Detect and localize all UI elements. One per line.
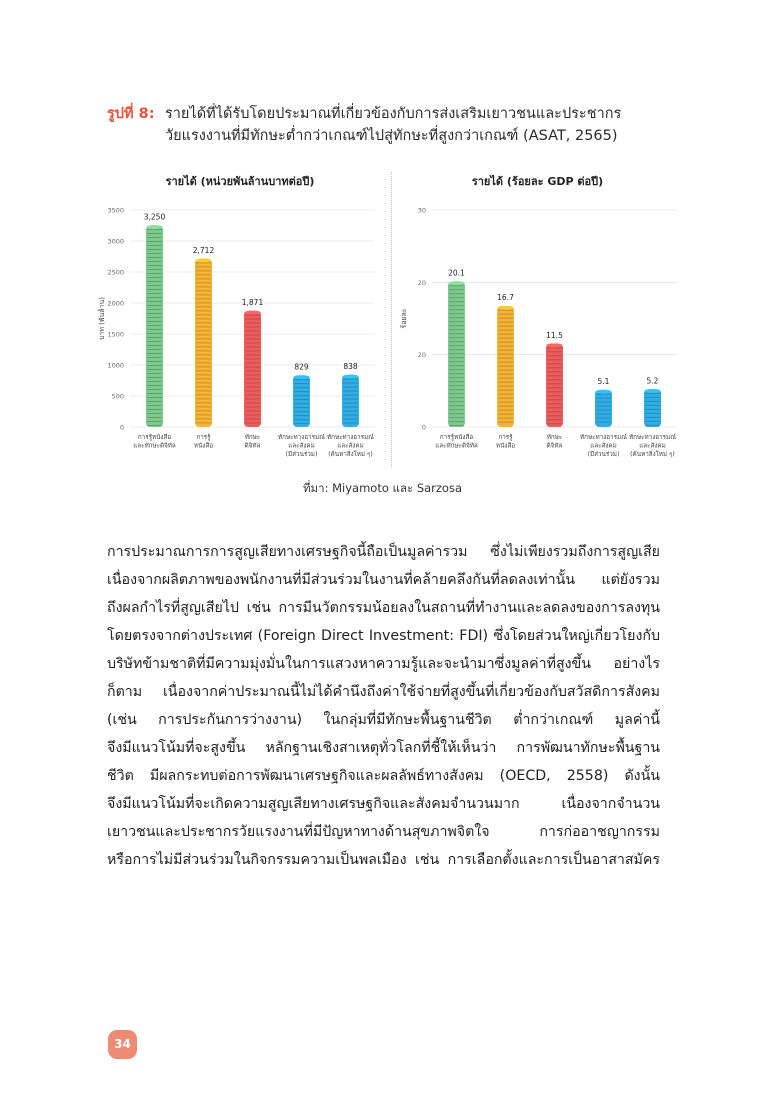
y-tick-label: 30 bbox=[417, 206, 426, 215]
body-line: การประมาณการการสูญเสียทางเศรษฐกิจนี้ถือเป็นมูลค่ารวม ซึ่งไม่เพียงรวมถึงการสูญเสีย bbox=[107, 544, 660, 560]
body-line: บริษัทข้ามชาติที่มีความมุ่งมั่นในการแสวงหาความรู้และจะนำมาซึ่งมูลค่าที่สูงขึ้น อย่างไร bbox=[107, 656, 660, 672]
figure-caption-line-1: รายได้ที่ได้รับโดยประมาณที่เกี่ยวข้องกับการส่งเสริมเยาวชนและประชากร bbox=[165, 106, 622, 122]
bar-cap bbox=[547, 343, 563, 347]
data-label: 11.5 bbox=[546, 330, 563, 340]
y-tick-label: 3500 bbox=[107, 206, 124, 215]
body-line: โดยตรงจากต่างประเทศ (Foreign Direct Investment: FDI) ซึ่งโดยส่วนใหญ่เกี่ยวโยงกับ bbox=[107, 628, 660, 644]
bar-cap bbox=[294, 375, 310, 379]
x-tick-label bbox=[133, 433, 176, 450]
bar-cap bbox=[147, 225, 163, 229]
y-tick-label: 3000 bbox=[107, 237, 124, 246]
y-tick-label: 0 bbox=[119, 423, 124, 432]
x-tick-label-line: ดิจิทัล bbox=[546, 442, 563, 450]
x-tick-label bbox=[245, 434, 261, 450]
body-line: เนื่องจากผลิตภาพของพนักงานที่มีส่วนร่วมในงานที่คล้ายคลึงกันที่ลดลงเท่านั้น แต่ยังรวม bbox=[107, 572, 660, 588]
body-line: (เช่น การประกันการว่างงาน) ในกลุ่มที่มีทักษะพื้นฐานชีวิต ต่ำกว่าเกณฑ์ มูลค่านี้ bbox=[107, 712, 660, 728]
figure-source: ที่มา: Miyamoto และ Sarzosa bbox=[302, 481, 463, 495]
x-tick-label-line: การรู้ bbox=[196, 434, 211, 441]
bar-2 bbox=[497, 306, 514, 427]
x-tick-label-line: การรู้หนังสือ bbox=[439, 434, 474, 441]
bar-4 bbox=[595, 390, 612, 427]
bar-body bbox=[146, 226, 163, 428]
y-axis-title: บาท (พันล้าน) bbox=[98, 296, 106, 341]
x-tick-label-line: (มีส่วนร่วม) bbox=[285, 451, 318, 458]
bar-1 bbox=[448, 281, 465, 427]
chart-left-title: รายได้ (หน่วยพันล้านบาทต่อปี) bbox=[165, 175, 315, 188]
bar-cap bbox=[196, 258, 212, 262]
bar-cap bbox=[449, 281, 465, 285]
bar-3 bbox=[244, 310, 261, 427]
y-tick-label: 2500 bbox=[107, 268, 124, 277]
bar-5 bbox=[644, 389, 661, 427]
bar-body bbox=[595, 390, 612, 427]
x-tick-label-line: หนังสือ bbox=[193, 442, 214, 450]
x-tick-label-line: และสังคม bbox=[639, 442, 666, 450]
data-label: 5.1 bbox=[597, 377, 610, 387]
body-line: ชีวิต มีผลกระทบต่อการพัฒนาเศรษฐกิจและผลลัพธ์ทางสังคม (OECD, 2558) ดังนั้น bbox=[107, 768, 660, 784]
bar-cap bbox=[596, 390, 612, 394]
x-tick-label bbox=[194, 433, 213, 450]
x-tick-label-line: ทักษะทางอารมณ์ bbox=[327, 434, 374, 441]
figure-number: รูปที่ 8: bbox=[107, 106, 155, 122]
data-label: 838 bbox=[343, 362, 358, 372]
chart-left bbox=[90, 195, 380, 480]
y-tick-label: 1000 bbox=[107, 361, 124, 370]
page-number-badge: 34 bbox=[108, 1030, 137, 1059]
x-tick-label-line: ทักษะ bbox=[244, 434, 261, 441]
body-line: จึงมีแนวโน้มที่จะเกิดความสูญเสียทางเศรษฐกิจและสังคมจำนวนมาก เนื่องจากจำนวน bbox=[107, 796, 660, 812]
x-tick-label bbox=[278, 433, 325, 458]
body-line: เยาวชนและประชากรวัยแรงงานที่มีปัญหาทางด้านสุขภาพจิตใจ การก่ออาชญากรรม bbox=[107, 824, 660, 840]
y-tick-label: 20 bbox=[417, 351, 426, 360]
chart-right bbox=[392, 195, 682, 480]
x-tick-label-line: (ค้นหาสิ่งใหม่ ๆ) bbox=[328, 451, 373, 458]
bar-4 bbox=[293, 375, 310, 427]
body-line: จึงมีแนวโน้มที่จะสูงขึ้น หลักฐานเชิงสาเหตุทั่วโลกที่ชี้ให้เห็นว่า การพัฒนาทักษะพื้นฐาน bbox=[107, 740, 660, 756]
data-label: 3,250 bbox=[143, 212, 166, 222]
x-tick-label-line: หนังสือ bbox=[495, 442, 516, 450]
x-tick-label-line: ทักษะทางอารมณ์ bbox=[580, 434, 627, 441]
data-label: 5.2 bbox=[646, 376, 659, 386]
x-tick-label-line: การรู้ bbox=[498, 434, 513, 441]
bar-cap bbox=[343, 375, 359, 379]
x-tick-label-line: ทักษะทางอารมณ์ bbox=[278, 434, 325, 441]
y-tick-label: 2000 bbox=[107, 299, 124, 308]
x-tick-label bbox=[629, 433, 676, 458]
x-tick-label bbox=[580, 433, 627, 458]
bar-2 bbox=[195, 258, 212, 427]
body-line: ก็ตาม เนื่องจากค่าประมาณนี้ไม่ได้คำนึงถึงค่าใช้จ่ายที่สูงขึ้นที่เกี่ยวข้องกับสวัสดิการสังคม bbox=[107, 684, 660, 700]
data-label: 20.1 bbox=[448, 268, 465, 278]
y-tick-label: 20 bbox=[417, 278, 426, 287]
body-line: หรือการไม่มีส่วนร่วมในกิจกรรมความเป็นพลเมือง เช่น การเลือกตั้งและการเป็นอาสาสมัคร bbox=[107, 852, 660, 868]
x-tick-label bbox=[327, 433, 374, 458]
data-label: 1,871 bbox=[241, 297, 264, 307]
bar-5 bbox=[342, 375, 359, 427]
x-tick-label-line: และสังคม bbox=[590, 442, 617, 450]
y-axis-title: ร้อยละ bbox=[400, 308, 408, 329]
x-tick-label-line: ดิจิทัล bbox=[244, 442, 261, 450]
y-tick-label: 1500 bbox=[107, 330, 124, 339]
bar-cap bbox=[645, 389, 661, 393]
bar-cap bbox=[498, 306, 514, 310]
y-tick-label: 0 bbox=[421, 423, 426, 432]
x-tick-label-line: และสังคม bbox=[337, 442, 364, 450]
x-tick-label bbox=[496, 433, 515, 450]
x-tick-label-line: ทักษะ bbox=[546, 434, 563, 441]
x-tick-label-line: (มีส่วนร่วม) bbox=[587, 451, 620, 458]
data-label: 829 bbox=[294, 362, 309, 372]
bar-body bbox=[244, 311, 261, 427]
bar-1 bbox=[146, 225, 163, 427]
x-tick-label-line: และสังคม bbox=[288, 442, 315, 450]
x-tick-label-line: ทักษะทางอารมณ์ bbox=[629, 434, 676, 441]
chart-right-title: รายได้ (ร้อยละ GDP ต่อปี) bbox=[471, 175, 604, 188]
y-tick-label: 500 bbox=[111, 392, 124, 401]
x-tick-label-line: และทักษะดิจิทัล bbox=[133, 442, 176, 450]
body-paragraph bbox=[107, 538, 660, 874]
bar-3 bbox=[546, 343, 563, 427]
data-label: 16.7 bbox=[497, 293, 514, 303]
x-tick-label-line: การรู้หนังสือ bbox=[137, 434, 172, 441]
body-line: ถึงผลกำไรที่สูญเสียไป เช่น การมีนวัตกรรมน้อยลงในสถานที่ทำงานและลดลงของการลงทุน bbox=[107, 600, 660, 616]
x-tick-label bbox=[547, 434, 563, 450]
x-tick-label-line: และทักษะดิจิทัล bbox=[435, 442, 478, 450]
figure-caption-line-2: วัยแรงงานที่มีทักษะต่ำกว่าเกณฑ์ไปสู่ทักษะที่สูงกว่าเกณฑ์ (ASAT, 2565) bbox=[165, 128, 618, 144]
data-label: 2,712 bbox=[192, 245, 215, 255]
bar-cap bbox=[245, 310, 261, 314]
x-tick-label bbox=[435, 433, 478, 450]
x-tick-label-line: (ค้นหาสิ่งใหม่ ๆ) bbox=[630, 451, 675, 458]
